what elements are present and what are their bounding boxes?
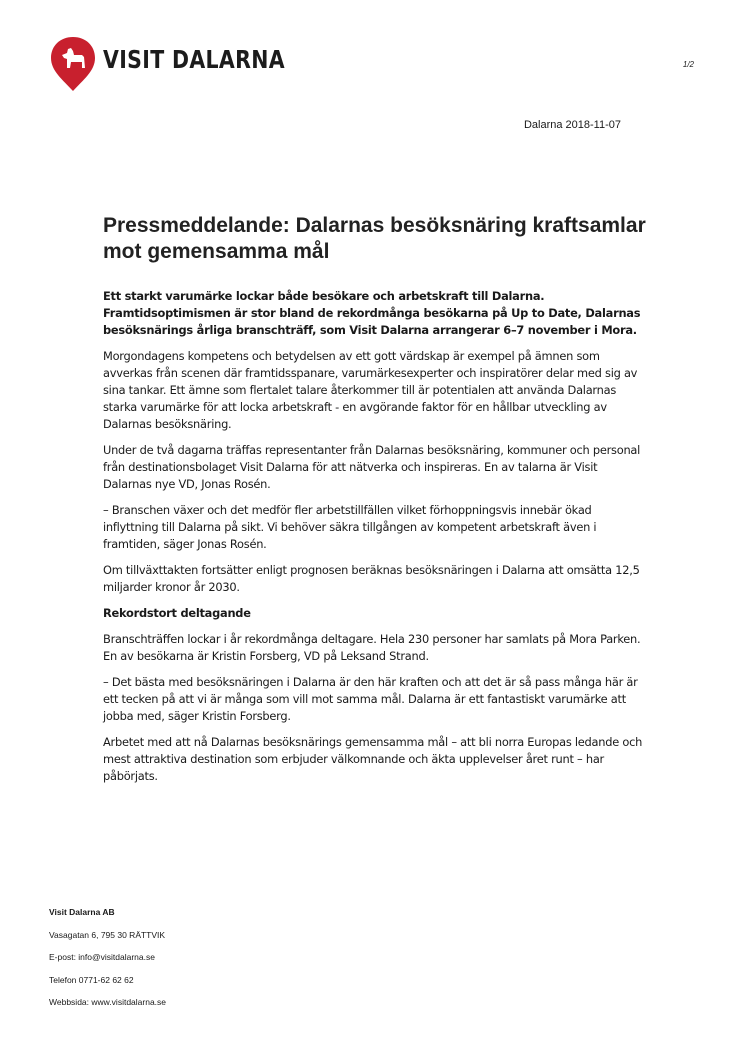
visit-dalarna-logo (49, 35, 325, 93)
footer-website: Webbsida: www.visitdalarna.se (49, 997, 167, 1007)
footer-address: Vasagatan 6, 795 30 RÄTTVIK (49, 929, 166, 940)
paragraph-4: Om tillväxttakten fortsätter enligt prognosen beräknas besöksnäringen i Dalarna att omsätta 12,5 miljarder kronor år 2030. (103, 563, 640, 594)
footer-email: E-post: info@visitdalarna.se (49, 952, 155, 962)
paragraph-7: Arbetet med att nå Dalarnas besöksnärings gemensamma mål – att bli norra Europas ledande och mest attraktiva destination som erbjuder välkomnande och äkta upplevelser året runt – har påbörjats. (103, 735, 643, 783)
section-heading: Rekordstort deltagande (103, 606, 251, 620)
paragraph-2: Under de två dagarna träffas representanter från Dalarnas besöksnäring, kommuner och personal från destinationsbolaget Visit Dalarna för att nätverka och inspireras. En av talarna är Visit Dalarnas nye VD, Jonas Rosén. (103, 443, 641, 491)
footer-company: Visit Dalarna AB (49, 907, 115, 917)
logo-wordmark: VISIT DALARNA (103, 45, 285, 74)
paragraph-3: – Branschen växer och det medför fler arbetstillfällen vilket förhoppningsvis innebär ökad inflyttning till Dalarna på sikt. Vi behöver säkra tillgången av kompetent arbetskraft även i framtiden, säger Jonas Rosén. (103, 503, 597, 551)
lead-paragraph: Ett starkt varumärke lockar både besökare och arbetskraft till Dalarna. Framtidsoptimismen är stor bland de rekordmånga besökarna på Up to Date, Dalarnas besöksnärings årliga branschträff, som Visit Dalarna arrangerar 6–7 november i Mora. (103, 289, 641, 337)
dala-horse-pin-icon (49, 35, 97, 93)
paragraph-5: Branschträffen lockar i år rekordmånga deltagare. Hela 230 personer har samlats på Mora Parken. En av besökarna är Kristin Forsberg, VD på Leksand Strand. (103, 632, 641, 663)
paragraph-6: – Det bästa med besöksnäringen i Dalarna är den här kraften och att det är så pass många här är ett tecken på att vi är många som vill mot samma mål. Dalarna är ett fantastiskt varumärke att jobba med, säger Kristin Forsberg. (103, 675, 638, 723)
footer-contact (49, 907, 166, 1020)
footer-phone: Telefon 0771-62 62 62 (49, 974, 134, 985)
article-body (103, 288, 648, 794)
document-date: Dalarna 2018-11-07 (523, 119, 621, 131)
page-number: 1/2 (682, 60, 694, 69)
page-title: Pressmeddelande: Dalarnas besöksnäring kraftsamlar mot gemensamma mål (103, 214, 646, 263)
paragraph-1: Morgondagens kompetens och betydelsen av ett gott värdskap är exempel på ämnen som avverkas från scenen där framtidsspanare, varumärkesexperter och inspiratörer delar med sig av sina tankar. Ett ämne som flertalet talare återkommer till är potentialen att använda Dalarnas starka varumärke för att locka arbetskraft - en avgörande faktor för en hållbar utveckling av Dalarnas besöksnäring. (103, 349, 638, 431)
